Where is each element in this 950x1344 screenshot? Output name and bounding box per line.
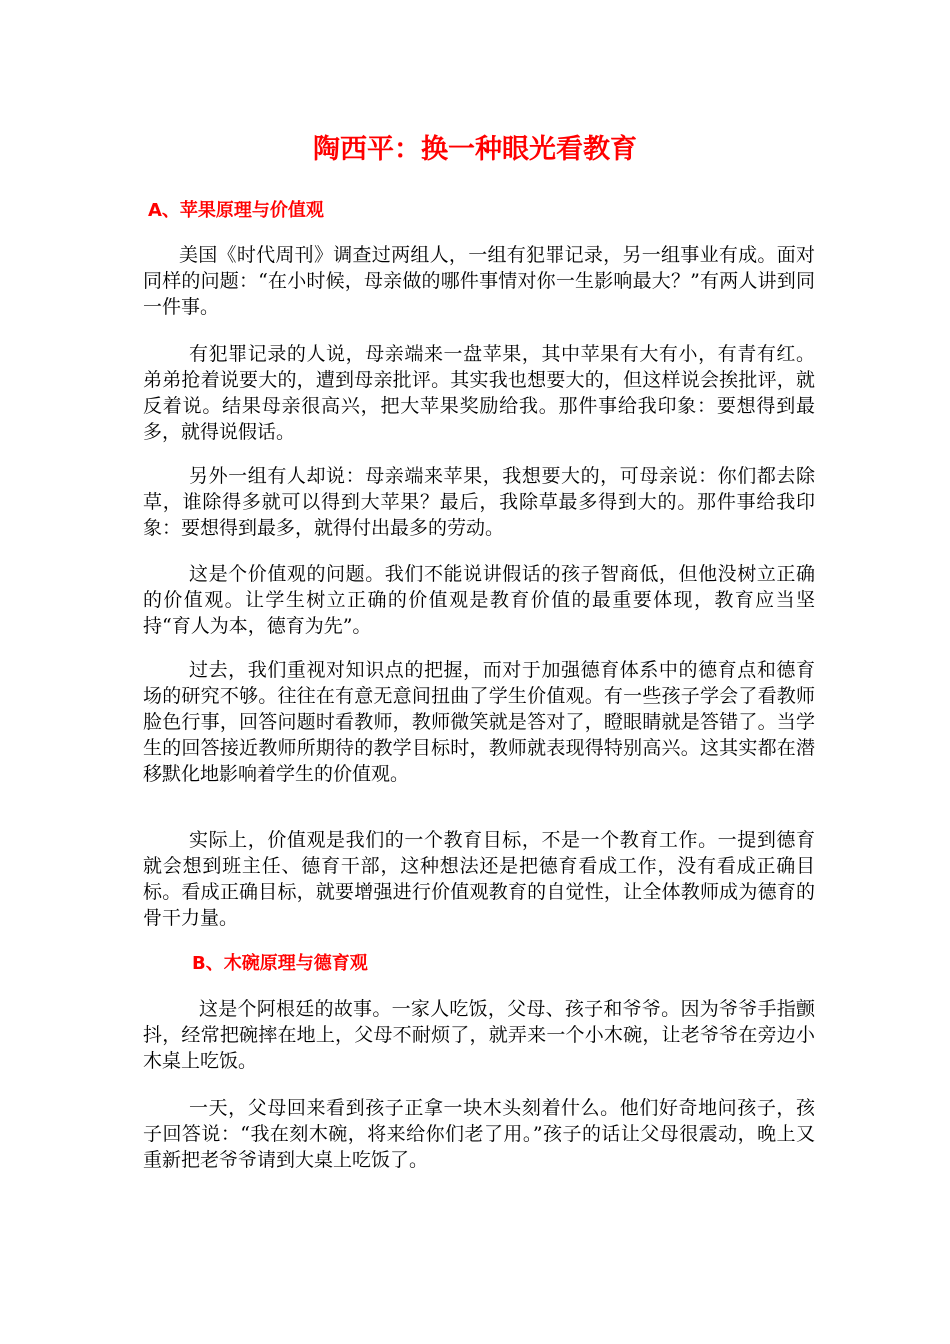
document-title: 陶西平：换一种眼光看教育 [313, 134, 637, 165]
paragraph-a3: 另外一组有人却说：母亲端来苹果，我想要大的，可母亲说：你们都去除草，谁除得多就可以得到大苹果？最后，我除草最多得到大的。那件事给我印象：要想得到最多，就得付出最多的劳动。 [143, 465, 815, 539]
paragraph-a5: 过去，我们重视对知识点的把握，而对于加强德育体系中的德育点和德育场的研究不够。往往在有意无意间扭曲了学生价值观。有一些孩子学会了看教师脸色行事，回答问题时看教师，教师微笑就是答对了，瞪眼睛就是答错了。当学生的回答接近教师所期待的教学目标时，教师就表现得特别高兴。这其实都在潜移默化地影响着学生的价值观。 [143, 659, 815, 785]
paragraph-a6: 实际上，价值观是我们的一个教育目标，不是一个教育工作。一提到德育就会想到班主任、德育干部，这种想法还是把德育看成工作，没有看成正确目标。看成正确目标，就要增强进行价值观教育的自觉性，让全体教师成为德育的骨干力量。 [143, 829, 815, 929]
section-heading-a: A、苹果原理与价值观 [148, 200, 324, 221]
paragraph-a4: 这是个价值观的问题。我们不能说讲假话的孩子智商低，但他没树立正确的价值观。让学生树立正确的价值观是教育价值的最重要体现，教育应当坚持“育人为本，德育为先”。 [143, 563, 815, 637]
paragraph-a2: 有犯罪记录的人说，母亲端来一盘苹果，其中苹果有大有小，有青有红。弟弟抢着说要大的，遭到母亲批评。其实我也想要大的，但这样说会挨批评，就反着说。结果母亲很高兴，把大苹果奖励给我。那件事给我印象：要想得到最多，就得说假话。 [143, 343, 815, 443]
paragraph-b1: 这是个阿根廷的故事。一家人吃饭，父母、孩子和爷爷。因为爷爷手指颤抖，经常把碗摔在地上，父母不耐烦了，就弄来一个小木碗，让老爷爷在旁边小木桌上吃饭。 [143, 998, 815, 1072]
paragraph-b2: 一天，父母回来看到孩子正拿一块木头刻着什么。他们好奇地问孩子，孩子回答说：“我在刻木碗，将来给你们老了用。”孩子的话让父母很震动，晚上又重新把老爷爷请到大桌上吃饭了。 [143, 1097, 815, 1171]
paragraph-a1: 美国《时代周刊》调查过两组人，一组有犯罪记录，另一组事业有成。面对同样的问题：“在小时候，母亲做的哪件事情对你一生影响最大？”有两人讲到同一件事。 [143, 244, 815, 318]
section-heading-b: B、木碗原理与德育观 [192, 953, 368, 974]
